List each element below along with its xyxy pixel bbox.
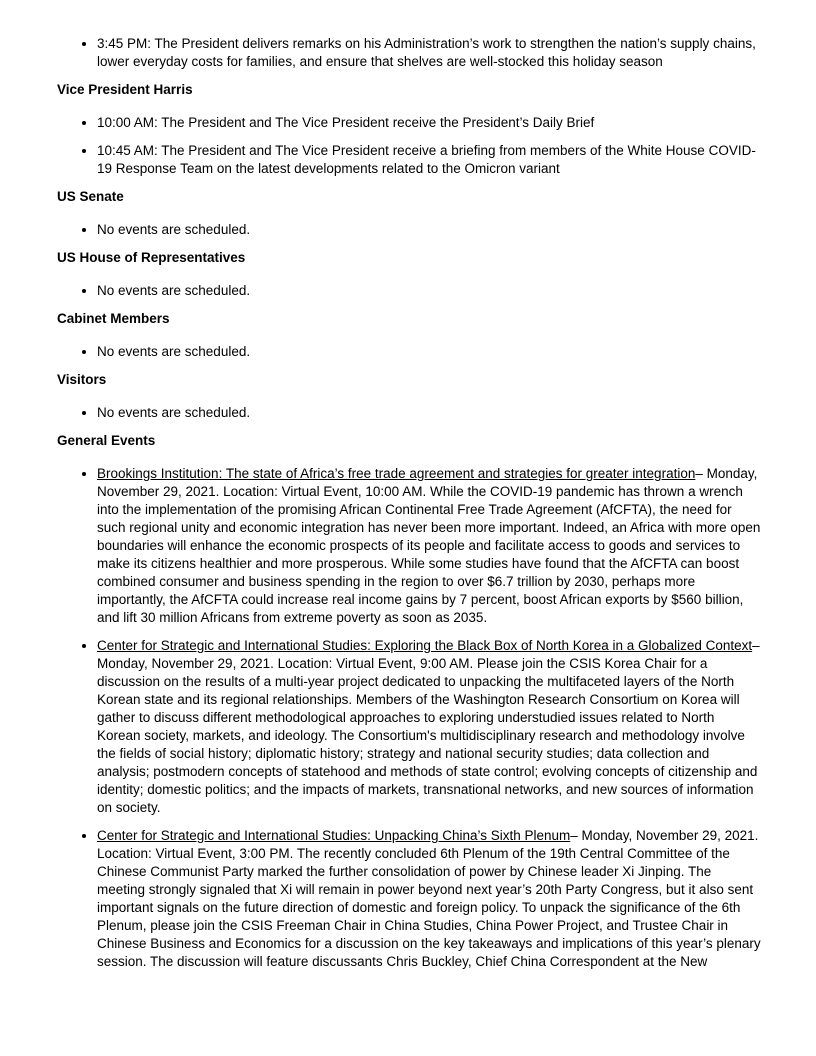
document-page [57, 35, 761, 981]
list-item: • 10:45 AM: The President and The Vice President receive a briefing from members of the White House COVID-19 Response Team on the latest developments related to the Omicron variant [97, 142, 761, 178]
event-description: – Monday, November 29, 2021. Location: Virtual Event, 9:00 AM. Please join the CSIS Korea Chair for a discussion on the results of a multi-year project dedicated to unpacking the multifaceted layers of the North Korean state and its regional relationships. Members of the Washington Research Consortium on Korea will gather to discuss different methodological approaches to exploring understudied issues related to North Korean society, markets, and ideology. The Consortium's multidisciplinary research and methodology involve the fields of social history; diplomatic history; strategy and national security studies; data collection and analysis; postmodern concepts of statehood and methods of state control; evolving concepts of citizenship and identity; domestic politics; and the impacts of markets, transnational networks, and new sources of information on society. [97, 638, 760, 815]
event-link-csis-north-korea[interactable]: Center for Strategic and International Studies: Exploring the Black Box of North Korea in a Globalized Context [97, 638, 753, 653]
senate-schedule-list [57, 221, 761, 239]
list-item: • No events are scheduled. [97, 343, 761, 361]
event-item [97, 637, 761, 817]
section-heading-general-events: General Events [57, 433, 156, 448]
section-heading-senate: US Senate [57, 189, 124, 204]
visitors-schedule-list [57, 404, 761, 422]
event-link-csis-china-plenum[interactable]: Center for Strategic and International Studies: Unpacking China’s Sixth Plenum [97, 828, 571, 843]
section-heading-vice-president: Vice President Harris [57, 82, 193, 97]
event-description: – Monday, November 29, 2021. Location: Virtual Event, 10:00 AM. While the COVID-19 pandemic has thrown a wrench into the implementation of the promising African Continental Free Trade Agreement (AfCFTA), the need for such regional unity and economic integration has never been more important. Indeed, an Africa with more open boundaries will enhance the economic prospects of its people and facilitate access to goods and services to make its citizens healthier and more prosperous. While some studies have found that the AfCFTA can boost combined consumer and business spending in the region to over $6.7 trillion by 2030, perhaps more importantly, the AfCFTA could increase real income gains by 7 percent, boost African exports by $560 billion, and lift 30 million Africans from extreme poverty as soon as 2035. [97, 466, 761, 625]
general-events-list [57, 465, 761, 971]
section-heading-cabinet: Cabinet Members [57, 311, 170, 326]
event-item [97, 827, 761, 971]
vice-president-schedule-list [57, 114, 761, 178]
list-item: • No events are scheduled. [97, 282, 761, 300]
event-description: – Monday, November 29, 2021. Location: Virtual Event, 3:00 PM. The recently concluded 6th Plenum of the 19th Central Committee of the Chinese Communist Party marked the further consolidation of power by Chinese leader Xi Jinping. The meeting strongly signaled that Xi will remain in power beyond next year’s 20th Party Congress, but it also sent important signals on the future direction of domestic and foreign policy. To unpack the significance of the 6th Plenum, please join the CSIS Freeman Chair in China Studies, China Power Project, and Trustee Chair in Chinese Business and Economics for a discussion on the key takeaways and implications of this year’s plenary session. The discussion will feature discussants Chris Buckley, Chief China Correspondent at the New [97, 828, 761, 969]
event-item [97, 465, 761, 627]
event-link-brookings-africa[interactable]: Brookings Institution: The state of Africa’s free trade agreement and strategies for greater integration [97, 466, 696, 481]
list-item: • No events are scheduled. [97, 221, 761, 239]
section-heading-visitors: Visitors [57, 372, 107, 387]
list-item: • 10:00 AM: The President and The Vice President receive the President’s Daily Brief [97, 114, 761, 132]
list-item: • No events are scheduled. [97, 404, 761, 422]
cabinet-schedule-list [57, 343, 761, 361]
list-item: • 3:45 PM: The President delivers remarks on his Administration’s work to strengthen the nation’s supply chains, lower everyday costs for families, and ensure that shelves are well-stocked this holiday season [97, 35, 761, 71]
house-schedule-list [57, 282, 761, 300]
president-schedule-list [57, 35, 761, 71]
section-heading-house: US House of Representatives [57, 250, 246, 265]
